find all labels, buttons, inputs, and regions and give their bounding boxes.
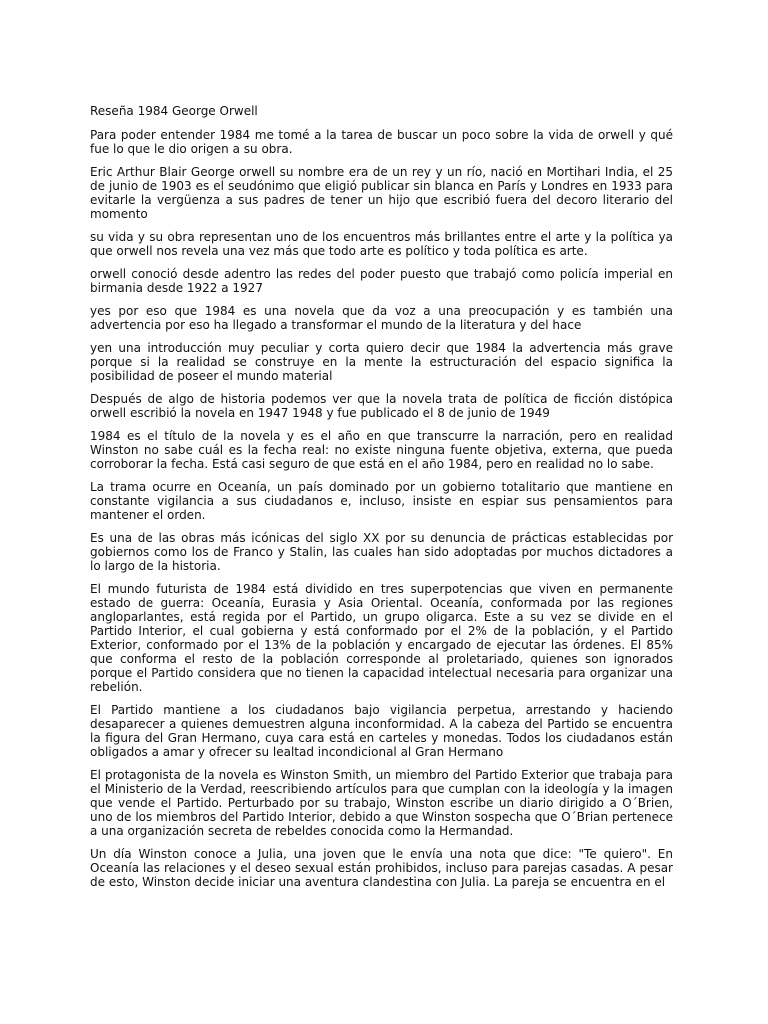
paragraph: Para poder entender 1984 me tomé a la tarea de buscar un poco sobre la vida de orwell y qué fue lo que le dio origen a su obra. (90, 128, 673, 156)
paragraph: Es una de las obras más icónicas del siglo XX por su denuncia de prácticas establecidas por gobiernos como los de Franco y Stalin, las cuales han sido adoptadas por muchos dictadores a lo largo de la historia. (90, 531, 673, 573)
paragraph: yes por eso que 1984 es una novela que da voz a una preocupación y es también una advertencia por eso ha llegado a transformar el mundo de la literatura y del hace (90, 304, 673, 332)
paragraph: El Partido mantiene a los ciudadanos bajo vigilancia perpetua, arrestando y haciendo desaparecer a quienes demuestren alguna inconformidad. A la cabeza del Partido se encuentra la figura del Gran Hermano, cuya cara está en carteles y monedas. Todos los ciudadanos están obligados a amar y ofrecer su lealtad incondicional al Gran Hermano (90, 703, 673, 759)
document-title: Reseña 1984 George Orwell (90, 104, 258, 118)
paragraph: Eric Arthur Blair George orwell su nombre era de un rey y un río, nació en Mortihari India, el 25 de junio de 1903 es el seudónimo que eligió publicar sin blanca en París y Londres en 1933 para evitarle la vergüenza a sus padres de tener un hijo que escribió fuera del decoro literario del momento (90, 165, 673, 221)
paragraph: orwell conoció desde adentro las redes del poder puesto que trabajó como policía imperial en birmania desde 1922 a 1927 (90, 267, 673, 295)
document-page (90, 104, 673, 898)
paragraph: 1984 es el título de la novela y es el año en que transcurre la narración, pero en realidad Winston no sabe cuál es la fecha real: no existe ninguna fuente objetiva, externa, que pueda corroborar la fecha. Está casi seguro de que está en el año 1984, pero en realidad no lo sabe. (90, 429, 673, 471)
paragraph: El mundo futurista de 1984 está dividido en tres superpotencias que viven en permanente estado de guerra: Oceanía, Eurasia y Asia Oriental. Oceanía, conformada por las regiones angloparlantes, está regida por el Partido, un grupo oligarca. Este a su vez se divide en el Partido Interior, el cual gobierna y está conformado por el 2% de la población, y el Partido Exterior, conformado por el 13% de la población y encargado de ejecutar las órdenes. El 85% que conforma el resto de la población corresponde al proletariado, quienes son ignorados porque el Partido considera que no tienen la capacidad intelectual necesaria para organizar una rebelión. (90, 582, 673, 694)
paragraph: Un día Winston conoce a Julia, una joven que le envía una nota que dice: "Te quiero". En Oceanía las relaciones y el deseo sexual están prohibidos, incluso para parejas casadas. A pesar de esto, Winston decide iniciar una aventura clandestina con Julia. La pareja se encuentra en el (90, 847, 673, 889)
paragraph: El protagonista de la novela es Winston Smith, un miembro del Partido Exterior que trabaja para el Ministerio de la Verdad, reescribiendo artículos para que cumplan con la ideología y la imagen que vende el Partido. Perturbado por su trabajo, Winston escribe un diario dirigido a O´Brien, uno de los miembros del Partido Interior, debido a que Winston sospecha que O´Brian pertenece a una organización secreta de rebeldes conocida como la Hermandad. (90, 768, 673, 838)
paragraph: yen una introducción muy peculiar y corta quiero decir que 1984 la advertencia más grave porque si la realidad se construye en la mente la estructuración del espacio significa la posibilidad de poseer el mundo material (90, 341, 673, 383)
paragraph: su vida y su obra representan uno de los encuentros más brillantes entre el arte y la política ya que orwell nos revela una vez más que todo arte es político y toda política es arte. (90, 230, 673, 258)
paragraph: Después de algo de historia podemos ver que la novela trata de política de ficción distópica orwell escribió la novela en 1947 1948 y fue publicado el 8 de junio de 1949 (90, 392, 673, 420)
paragraph: La trama ocurre en Oceanía, un país dominado por un gobierno totalitario que mantiene en constante vigilancia a sus ciudadanos e, incluso, insiste en espiar sus pensamientos para mantener el orden. (90, 480, 673, 522)
